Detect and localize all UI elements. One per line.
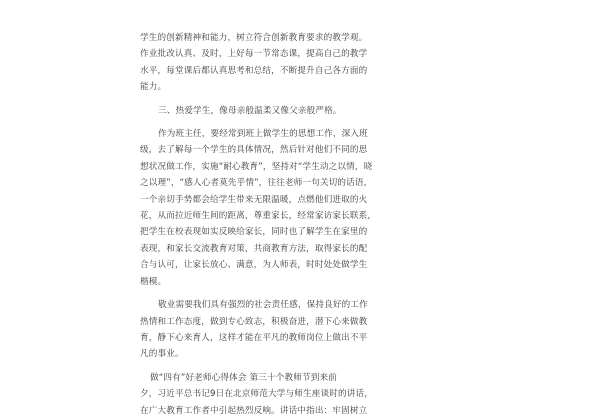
document-body xyxy=(140,30,460,419)
paragraph-line: 作为班主任，要经常到班上做学生的思想工作，深入班 xyxy=(158,129,368,140)
paragraph-line: 楷模。 xyxy=(140,276,167,287)
paragraph-line: 级，去了解每一个学生的具体情况，然后针对他们不同的思 xyxy=(140,145,368,156)
paragraph-line: 之以理”，“感人心者莫先乎情”，往往老师一句关切的话语， xyxy=(140,178,373,189)
paragraph-line: 在广大教育工作者中引起热烈反响。讲话中指出：牢固树立 xyxy=(140,405,368,416)
paragraph-gap xyxy=(140,290,460,297)
paragraph-gap xyxy=(140,96,460,103)
paragraph-gap xyxy=(140,119,460,126)
paragraph-gap xyxy=(140,363,460,370)
paragraph-line: 夕，习近平总书记9日在北京师范大学与师生座谈时的讲话， xyxy=(140,389,373,400)
paragraph-line: 能力。 xyxy=(140,82,167,93)
paragraph-line: 花，从而拉近师生间的距离，尊重家长，经常家访家长联系， xyxy=(140,211,377,222)
paragraph-line: 把学生在校表现如实反映给家长，同时也了解学生在家里的 xyxy=(140,227,368,238)
paragraph-line: 学生的创新精神和能力，树立符合创新教育要求的教学观。 xyxy=(140,33,368,43)
paragraph-line: 作业批改认真、及时，上好每一节常态课，提高自己的教学 xyxy=(140,49,368,60)
paragraph-line: 育，静下心来育人，这样才能在平凡的教师岗位上做出不平 xyxy=(140,332,368,343)
section-heading: 三、热爱学生，像母亲般温柔又像父亲般严格。 xyxy=(158,105,342,116)
paragraph-line: 表现，和家长交流教育对策，共商教育方法，取得家长的配 xyxy=(140,243,368,254)
paragraph-line: 想状况做工作，实施“耐心教育”，坚持对“学生动之以情，晓 xyxy=(140,161,373,172)
paragraph-line: 一个亲切手势都会给学生带来无限温暖，点燃他们进取的火 xyxy=(140,194,368,205)
paragraph-line: 凡的事业。 xyxy=(140,349,184,360)
paragraph-line: 敬业需要我们具有强烈的社会责任感，保持良好的工作 xyxy=(158,300,368,311)
essay-title-line: 做“四有”好老师心得体会 第三十个教师节到来前 xyxy=(150,372,337,383)
paragraph-line: 热情和工作态度，做到专心致志，积极奋进，潜下心来做教 xyxy=(140,316,368,327)
paragraph-line: 合与认可，让家长放心、满意，为人师表，时时处处做学生 xyxy=(140,260,368,271)
paragraph-line: 水平，每堂课后都认真思考和总结，不断提升自己各方面的 xyxy=(140,65,368,76)
